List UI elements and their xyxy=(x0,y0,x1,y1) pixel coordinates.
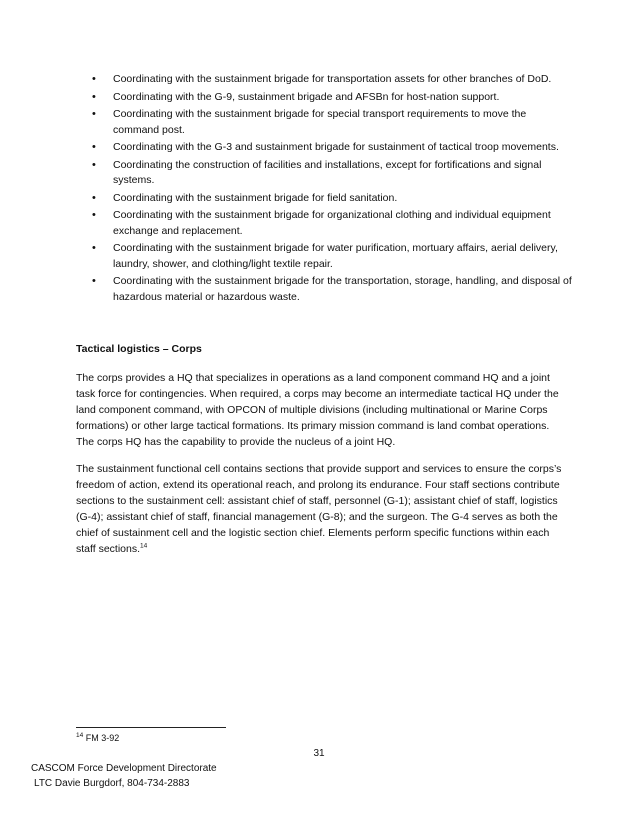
footnote-text: FM 3-92 xyxy=(83,733,120,743)
bullet-text: Coordinating with the G-3 and sustainment brigade for sustainment of tactical troop movements. xyxy=(113,141,559,153)
bullet-text: Coordinating with the G-9, sustainment brigade and AFSBn for host-nation support. xyxy=(113,90,500,103)
bullet-item xyxy=(92,191,572,207)
footer-organization: CASCOM Force Development Directorate xyxy=(31,763,217,774)
footnote-divider xyxy=(76,727,226,728)
paragraph-text: The sustainment functional cell contains sections that provide support and services to ensure the corps’s freedom of action, extend its operational reach, and prolong its endurance. Four staff sections contribute sections to the sustainment cell: assistant chief of staff, personnel (G-1); assistant chief of staff, logistics (G-4); assistant chief of staff, financial management (G-8); and the surgeon. The G-4 serves as both the chief of sustainment cell and the logistic section chief. Elements perform specific functions within each staff sections. xyxy=(76,463,562,555)
bullet-text: Coordinating with the sustainment brigade for organizational clothing and individual equipment exchange and replacement. xyxy=(113,209,551,237)
bullet-item xyxy=(92,140,572,156)
bullet-dot: • xyxy=(92,275,96,287)
bullet-dot: • xyxy=(92,90,96,103)
bullet-item xyxy=(92,241,572,272)
bullet-list xyxy=(92,72,572,307)
bullet-item xyxy=(92,107,572,138)
bullet-text: Coordinating with the sustainment brigade for water purification, mortuary affairs, aerial delivery, laundry, shower, and clothing/light textile repair. xyxy=(113,242,558,270)
bullet-dot: • xyxy=(92,141,96,153)
paragraph-sustainment-cell xyxy=(76,461,568,557)
bullet-dot: • xyxy=(92,108,96,120)
section-heading: Tactical logistics – Corps xyxy=(76,343,202,355)
bullet-text: Coordinating with the sustainment brigade for transportation assets for other branches of DoD. xyxy=(113,73,552,85)
footnote-number: 14 xyxy=(76,732,84,739)
bullet-item xyxy=(92,72,572,88)
bullet-item xyxy=(92,90,572,106)
bullet-dot: • xyxy=(92,158,96,171)
bullet-dot: • xyxy=(92,73,96,85)
footnote xyxy=(76,733,119,743)
footer-contact: LTC Davie Burgdorf, 804-734-2883 xyxy=(34,778,190,789)
bullet-dot: • xyxy=(92,191,96,204)
page-number: 31 xyxy=(313,748,325,759)
bullet-dot: • xyxy=(92,209,96,221)
bullet-item xyxy=(92,208,572,239)
bullet-text: Coordinating with the sustainment brigade for special transport requirements to move the command post. xyxy=(113,108,527,136)
bullet-dot: • xyxy=(92,242,96,254)
bullet-item xyxy=(92,274,572,305)
bullet-text: Coordinating with the sustainment brigade for field sanitation. xyxy=(113,191,398,204)
bullet-text: Coordinating with the sustainment brigade for the transportation, storage, handling, and disposal of hazardous material or hazardous waste. xyxy=(113,275,572,303)
paragraph-corps-hq: The corps provides a HQ that specializes in operations as a land component command HQ and a joint task force for contingencies. When required, a corps may become an intermediate tactical HQ under the land component command, with OPCON of multiple divisions (including multinational or Marine Corps formations) or other large tactical formations. Its primary mission command is land combat operations. The corps HQ has the capability to provide the nucleus of a joint HQ. xyxy=(76,372,559,448)
footnote-reference[interactable]: 14 xyxy=(140,542,148,550)
bullet-text: Coordinating the construction of facilities and installations, except for fortifications and signal systems. xyxy=(113,158,542,186)
bullet-item xyxy=(92,158,572,189)
